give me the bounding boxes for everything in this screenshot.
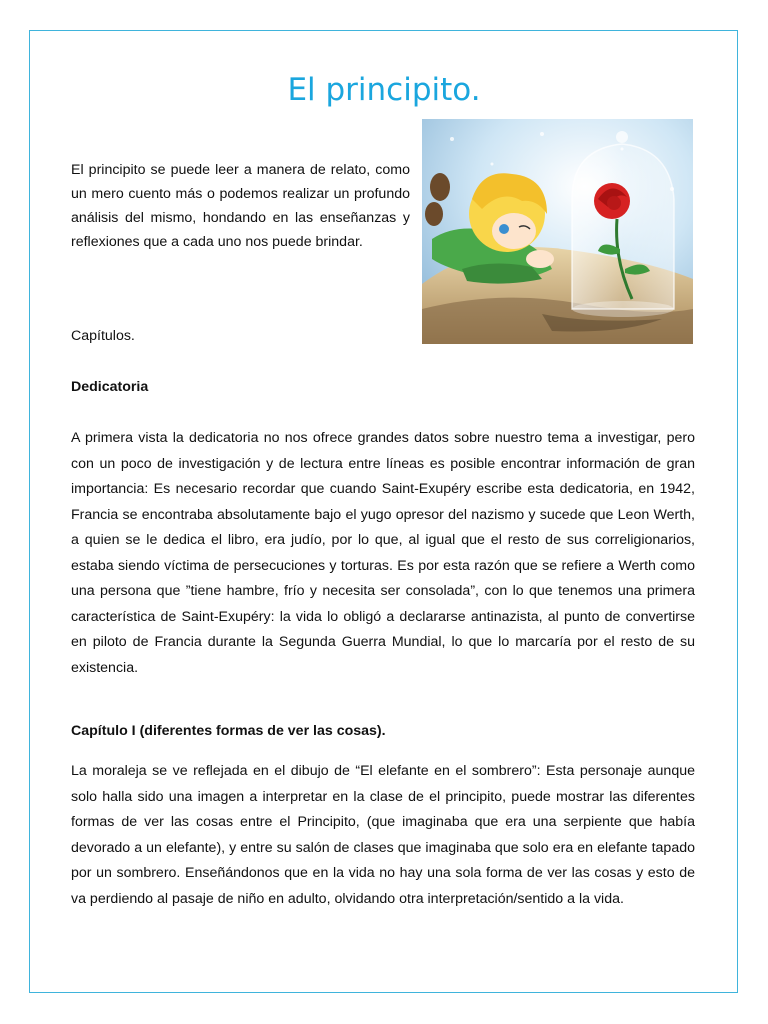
intro-paragraph: El principito se puede leer a manera de relato, como un mero cuento más o podemos realizar un profundo análisis del mismo, hondando en las enseñanzas y reflexiones que a cada uno nos puede brindar. bbox=[71, 162, 410, 250]
chapter1-heading: Capítulo I (diferentes formas de ver las cosas). bbox=[71, 723, 386, 739]
illustration-svg bbox=[422, 119, 693, 344]
dedication-heading: Dedicatoria bbox=[71, 379, 149, 395]
little-prince-illustration bbox=[422, 119, 693, 344]
dedication-paragraph: A primera vista la dedicatoria no nos ofrece grandes datos sobre nuestro tema a investigar, pero con un poco de investigación y de lectura entre líneas es posible encontrar información de gran importancia: Es necesario recordar que cuando Saint-Exupéry escribe esta dedicatoria, en 1942, Francia se encontraba absolutamente bajo el yugo opresor del nazismo y sucede que Leon Werth, a quien se le dedica el libro, era judío, por lo que, al igual que el resto de sus correligionarios, estaba siendo víctima de persecuciones y torturas. Es por esta razón que se refiere a Werth como una persona que ”tiene hambre, frío y necesita ser consolada”, con lo que tenemos una primera característica de Saint-Exupéry: la vida lo obligó a declararse antinazista, al punto de convertirse en piloto de Francia durante la Segunda Guerra Mundial, lo que lo marcaría por el resto de su existencia. bbox=[71, 430, 695, 676]
document-title: El principito. bbox=[287, 72, 481, 108]
chapters-label: Capítulos. bbox=[71, 328, 135, 344]
chapter1-paragraph: La moraleja se ve reflejada en el dibujo de “El elefante en el sombrero”: Esta personaje aunque solo halla sido una imagen a interpretar en la clase de el principito, puede mostrar las diferentes formas de ver las cosas entre el Principito, (que imaginaba que era una serpiente que había devorado a un elefante), y entre su salón de clases que imaginaba que solo era en elefante tapado por un sombrero. Enseñándonos que en la vida no hay una sola forma de ver las cosas y esto de va perdiendo al pasaje de niño en adulto, olvidando otra interpretación/sentido a la vida. bbox=[71, 763, 695, 907]
